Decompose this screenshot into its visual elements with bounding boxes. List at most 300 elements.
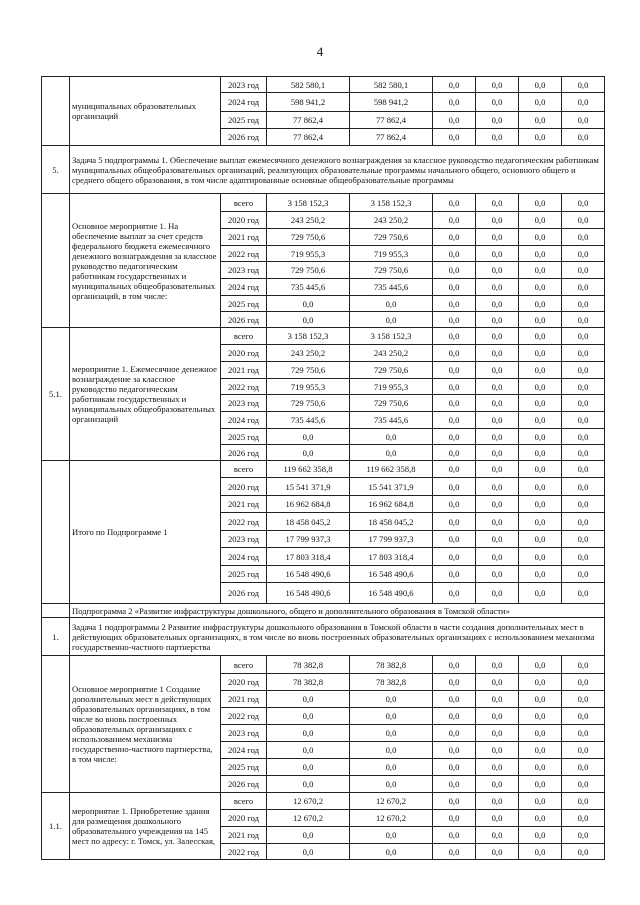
year-cell: 2025 год: [221, 566, 267, 583]
value-cell: 719 955,3: [350, 379, 433, 395]
row-number: [42, 194, 70, 328]
value-cell: 0,0: [519, 725, 562, 742]
value-cell: 0,0: [519, 194, 562, 212]
value-cell: 0,0: [519, 129, 562, 146]
year-cell: 2024 год: [221, 93, 267, 112]
value-cell: 0,0: [519, 212, 562, 229]
value-cell: 78 382,8: [350, 674, 433, 691]
value-cell: 719 955,3: [267, 246, 350, 262]
year-cell: 2023 год: [221, 531, 267, 548]
value-cell: 0,0: [350, 708, 433, 725]
year-cell: 2025 год: [221, 759, 267, 776]
value-cell: 0,0: [433, 412, 476, 429]
value-cell: 735 445,6: [267, 412, 350, 429]
value-cell: 0,0: [519, 827, 562, 844]
value-cell: 15 541 371,9: [350, 478, 433, 496]
value-cell: 243 250,2: [350, 345, 433, 362]
value-cell: 243 250,2: [267, 345, 350, 362]
value-cell: 0,0: [519, 461, 562, 478]
row-number: 5.1.: [42, 328, 70, 461]
value-cell: 0,0: [562, 212, 605, 229]
value-cell: 0,0: [519, 262, 562, 279]
value-cell: 0,0: [519, 445, 562, 461]
value-cell: 0,0: [562, 742, 605, 759]
page-number: 4: [316, 44, 324, 59]
value-cell: 0,0: [267, 691, 350, 708]
value-cell: 0,0: [267, 776, 350, 793]
table-row: [42, 461, 605, 478]
value-cell: 0,0: [433, 93, 476, 112]
value-cell: 0,0: [433, 296, 476, 312]
value-cell: 0,0: [519, 279, 562, 296]
row-label: Основное мероприятие 1 Создание дополнительных мест в действующих образовательных организациях, в том числе во вновь построенных образовательных организациях с использованием механизма государственно-частного партнерства, в том числе:: [70, 656, 221, 793]
value-cell: 0,0: [476, 129, 519, 146]
value-cell: 0,0: [433, 656, 476, 674]
value-cell: 119 662 358,8: [267, 461, 350, 478]
value-cell: 0,0: [562, 328, 605, 345]
value-cell: 16 962 684,8: [350, 496, 433, 513]
value-cell: 0,0: [562, 827, 605, 844]
row-label: мероприятие 1. Ежемесячное денежное вознаграждение за классное руководство педагогическим работникам государственных и муниципальных общеобразовательных организаций: [70, 328, 221, 461]
value-cell: 0,0: [562, 312, 605, 328]
value-cell: 0,0: [519, 776, 562, 793]
row-number: 5.: [42, 146, 70, 194]
value-cell: 0,0: [433, 478, 476, 496]
value-cell: 0,0: [519, 93, 562, 112]
row-number: [42, 461, 70, 604]
value-cell: 0,0: [562, 793, 605, 810]
value-cell: 3 158 152,3: [267, 328, 350, 345]
value-cell: 0,0: [433, 262, 476, 279]
value-cell: 0,0: [476, 478, 519, 496]
value-cell: 0,0: [476, 429, 519, 445]
value-cell: 0,0: [476, 412, 519, 429]
value-cell: 17 803 318,4: [267, 548, 350, 566]
value-cell: 0,0: [562, 262, 605, 279]
value-cell: 729 750,6: [350, 262, 433, 279]
value-cell: 0,0: [562, 461, 605, 478]
value-cell: 16 548 490,6: [267, 566, 350, 583]
value-cell: 0,0: [562, 725, 605, 742]
value-cell: 0,0: [476, 844, 519, 860]
value-cell: 0,0: [562, 362, 605, 379]
value-cell: 243 250,2: [350, 212, 433, 229]
value-cell: 0,0: [350, 844, 433, 860]
section-row: [42, 146, 605, 194]
value-cell: 3 158 152,3: [350, 194, 433, 212]
value-cell: 0,0: [350, 742, 433, 759]
value-cell: 0,0: [519, 691, 562, 708]
year-cell: 2024 год: [221, 412, 267, 429]
value-cell: 78 382,8: [267, 674, 350, 691]
table-row: [42, 656, 605, 674]
value-cell: 0,0: [562, 296, 605, 312]
value-cell: 0,0: [433, 776, 476, 793]
value-cell: 0,0: [562, 93, 605, 112]
value-cell: 0,0: [267, 827, 350, 844]
year-cell: 2022 год: [221, 246, 267, 262]
value-cell: 0,0: [433, 759, 476, 776]
value-cell: 0,0: [267, 445, 350, 461]
value-cell: 0,0: [476, 674, 519, 691]
value-cell: 0,0: [562, 345, 605, 362]
value-cell: 17 799 937,3: [350, 531, 433, 548]
value-cell: 77 862,4: [350, 129, 433, 146]
value-cell: 0,0: [267, 708, 350, 725]
value-cell: 0,0: [562, 496, 605, 513]
value-cell: 0,0: [476, 194, 519, 212]
table-row: [42, 194, 605, 212]
value-cell: 0,0: [562, 194, 605, 212]
value-cell: 0,0: [476, 229, 519, 246]
row-number: [42, 77, 70, 146]
value-cell: 0,0: [433, 513, 476, 531]
value-cell: 0,0: [562, 691, 605, 708]
value-cell: 0,0: [433, 810, 476, 827]
value-cell: 0,0: [562, 429, 605, 445]
value-cell: 0,0: [519, 429, 562, 445]
row-number: 1.1.: [42, 793, 70, 860]
row-label: мероприятие 1. Приобретение здания для размещения дошкольного образовательного учреждения на 145 мест по адресу: г. Томск, ул. Залесская,: [70, 793, 221, 860]
value-cell: 0,0: [519, 844, 562, 860]
value-cell: 0,0: [519, 708, 562, 725]
value-cell: 0,0: [562, 246, 605, 262]
year-cell: всего: [221, 656, 267, 674]
row-number: [42, 656, 70, 793]
value-cell: 719 955,3: [267, 379, 350, 395]
value-cell: 0,0: [476, 395, 519, 412]
value-cell: 0,0: [476, 793, 519, 810]
value-cell: 0,0: [267, 725, 350, 742]
year-cell: 2023 год: [221, 262, 267, 279]
value-cell: 598 941,2: [350, 93, 433, 112]
value-cell: 0,0: [433, 129, 476, 146]
value-cell: 0,0: [433, 583, 476, 604]
value-cell: 0,0: [476, 827, 519, 844]
value-cell: 0,0: [350, 296, 433, 312]
value-cell: 582 580,1: [350, 77, 433, 93]
value-cell: 0,0: [519, 496, 562, 513]
value-cell: 0,0: [267, 429, 350, 445]
year-cell: 2021 год: [221, 691, 267, 708]
value-cell: 0,0: [519, 478, 562, 496]
value-cell: 12 670,2: [267, 793, 350, 810]
value-cell: 3 158 152,3: [267, 194, 350, 212]
value-cell: 0,0: [267, 844, 350, 860]
row-label: Итого по Подпрограмме 1: [70, 461, 221, 604]
value-cell: 735 445,6: [350, 279, 433, 296]
year-cell: 2026 год: [221, 312, 267, 328]
table-body: [42, 77, 605, 860]
value-cell: 0,0: [433, 362, 476, 379]
value-cell: 0,0: [433, 691, 476, 708]
section-title: Задача 1 подпрограммы 2 Развитие инфраструктуры дошкольного образования в Томской области в части создания дополнительных мест в действующих образовательных организациях, в том числе во вновь построенных образовательных организациях с использованием механизма государственно-частного партнерства: [70, 618, 605, 656]
value-cell: 78 382,8: [267, 656, 350, 674]
value-cell: 0,0: [433, 548, 476, 566]
value-cell: 0,0: [562, 566, 605, 583]
year-cell: 2026 год: [221, 776, 267, 793]
value-cell: 0,0: [476, 461, 519, 478]
value-cell: 0,0: [476, 362, 519, 379]
value-cell: 0,0: [562, 513, 605, 531]
value-cell: 0,0: [519, 362, 562, 379]
value-cell: 0,0: [433, 566, 476, 583]
value-cell: 582 580,1: [267, 77, 350, 93]
value-cell: 0,0: [476, 112, 519, 129]
value-cell: 0,0: [433, 531, 476, 548]
value-cell: 0,0: [476, 708, 519, 725]
value-cell: 0,0: [519, 229, 562, 246]
value-cell: 0,0: [519, 112, 562, 129]
value-cell: 77 862,4: [267, 129, 350, 146]
value-cell: 0,0: [350, 445, 433, 461]
year-cell: 2020 год: [221, 810, 267, 827]
value-cell: 0,0: [519, 328, 562, 345]
value-cell: 78 382,8: [350, 656, 433, 674]
value-cell: 0,0: [476, 742, 519, 759]
value-cell: 0,0: [476, 246, 519, 262]
value-cell: 0,0: [433, 461, 476, 478]
value-cell: 729 750,6: [350, 395, 433, 412]
value-cell: 0,0: [267, 742, 350, 759]
value-cell: 0,0: [519, 583, 562, 604]
value-cell: 243 250,2: [267, 212, 350, 229]
value-cell: 729 750,6: [267, 362, 350, 379]
value-cell: 16 548 490,6: [267, 583, 350, 604]
value-cell: 0,0: [433, 312, 476, 328]
value-cell: 0,0: [519, 793, 562, 810]
year-cell: 2026 год: [221, 583, 267, 604]
value-cell: 12 670,2: [350, 810, 433, 827]
value-cell: 0,0: [562, 583, 605, 604]
value-cell: 0,0: [562, 412, 605, 429]
value-cell: 0,0: [433, 844, 476, 860]
value-cell: 16 548 490,6: [350, 566, 433, 583]
value-cell: 0,0: [519, 742, 562, 759]
value-cell: 0,0: [519, 566, 562, 583]
value-cell: 0,0: [350, 725, 433, 742]
value-cell: 3 158 152,3: [350, 328, 433, 345]
value-cell: 0,0: [350, 759, 433, 776]
value-cell: 0,0: [350, 691, 433, 708]
value-cell: 12 670,2: [267, 810, 350, 827]
budget-table: [41, 76, 605, 860]
value-cell: 0,0: [476, 379, 519, 395]
value-cell: 0,0: [476, 725, 519, 742]
value-cell: 0,0: [562, 77, 605, 93]
value-cell: 0,0: [519, 345, 562, 362]
year-cell: 2024 год: [221, 742, 267, 759]
value-cell: 0,0: [476, 531, 519, 548]
value-cell: 0,0: [433, 674, 476, 691]
value-cell: 0,0: [562, 229, 605, 246]
value-cell: 0,0: [562, 379, 605, 395]
value-cell: 0,0: [519, 246, 562, 262]
value-cell: 0,0: [562, 129, 605, 146]
value-cell: 0,0: [433, 496, 476, 513]
row-number: [42, 604, 70, 618]
value-cell: 0,0: [562, 445, 605, 461]
year-cell: 2025 год: [221, 296, 267, 312]
value-cell: 0,0: [519, 379, 562, 395]
year-cell: 2020 год: [221, 345, 267, 362]
value-cell: 0,0: [476, 93, 519, 112]
year-cell: всего: [221, 194, 267, 212]
year-cell: всего: [221, 461, 267, 478]
value-cell: 0,0: [519, 296, 562, 312]
year-cell: 2024 год: [221, 548, 267, 566]
value-cell: 0,0: [433, 379, 476, 395]
year-cell: 2025 год: [221, 112, 267, 129]
value-cell: 0,0: [476, 279, 519, 296]
section-row: [42, 618, 605, 656]
value-cell: 0,0: [350, 429, 433, 445]
year-cell: 2023 год: [221, 725, 267, 742]
year-cell: 2022 год: [221, 513, 267, 531]
value-cell: 0,0: [476, 77, 519, 93]
value-cell: 729 750,6: [267, 262, 350, 279]
value-cell: 0,0: [350, 312, 433, 328]
value-cell: 0,0: [476, 496, 519, 513]
section-title: Подпрограмма 2 «Развитие инфраструктуры дошкольного, общего и дополнительного образования в Томской области»: [70, 604, 605, 618]
year-cell: 2022 год: [221, 379, 267, 395]
section-title: Задача 5 подпрограммы 1. Обеспечение выплат ежемесячного денежного вознаграждения за классное руководство педагогическим работникам муниципальных общеобразовательных организаций, реализующих образовательные программы начального общего, основного общего и среднего общего образования, в том числе адаптированные основные общеобразовательные программы: [70, 146, 605, 194]
value-cell: 0,0: [519, 412, 562, 429]
year-cell: 2020 год: [221, 674, 267, 691]
value-cell: 729 750,6: [267, 229, 350, 246]
value-cell: 0,0: [476, 445, 519, 461]
value-cell: 0,0: [267, 312, 350, 328]
value-cell: 15 541 371,9: [267, 478, 350, 496]
value-cell: 0,0: [433, 279, 476, 296]
value-cell: 0,0: [476, 583, 519, 604]
value-cell: 0,0: [519, 513, 562, 531]
value-cell: 18 458 045,2: [350, 513, 433, 531]
year-cell: 2026 год: [221, 445, 267, 461]
value-cell: 0,0: [433, 742, 476, 759]
value-cell: 735 445,6: [350, 412, 433, 429]
value-cell: 0,0: [476, 513, 519, 531]
value-cell: 0,0: [519, 548, 562, 566]
year-cell: 2021 год: [221, 496, 267, 513]
value-cell: 0,0: [562, 531, 605, 548]
value-cell: 0,0: [433, 112, 476, 129]
value-cell: 729 750,6: [350, 362, 433, 379]
year-cell: 2023 год: [221, 395, 267, 412]
value-cell: 77 862,4: [350, 112, 433, 129]
value-cell: 729 750,6: [350, 229, 433, 246]
value-cell: 598 941,2: [267, 93, 350, 112]
value-cell: 0,0: [350, 776, 433, 793]
value-cell: 0,0: [519, 810, 562, 827]
value-cell: 0,0: [433, 708, 476, 725]
section-row: [42, 604, 605, 618]
value-cell: 0,0: [519, 759, 562, 776]
value-cell: 0,0: [433, 194, 476, 212]
value-cell: 0,0: [476, 312, 519, 328]
table-row: [42, 328, 605, 345]
value-cell: 0,0: [519, 395, 562, 412]
value-cell: 0,0: [476, 548, 519, 566]
value-cell: 0,0: [476, 212, 519, 229]
value-cell: 0,0: [562, 776, 605, 793]
value-cell: 0,0: [433, 77, 476, 93]
value-cell: 0,0: [519, 674, 562, 691]
year-cell: 2021 год: [221, 229, 267, 246]
value-cell: 0,0: [519, 531, 562, 548]
value-cell: 0,0: [476, 566, 519, 583]
value-cell: 0,0: [476, 345, 519, 362]
value-cell: 12 670,2: [350, 793, 433, 810]
value-cell: 16 962 684,8: [267, 496, 350, 513]
value-cell: 0,0: [562, 478, 605, 496]
year-cell: 2020 год: [221, 212, 267, 229]
value-cell: 0,0: [433, 827, 476, 844]
year-cell: 2024 год: [221, 279, 267, 296]
year-cell: всего: [221, 328, 267, 345]
value-cell: 0,0: [433, 212, 476, 229]
value-cell: 0,0: [562, 844, 605, 860]
year-cell: 2022 год: [221, 844, 267, 860]
value-cell: 0,0: [433, 445, 476, 461]
value-cell: 0,0: [433, 246, 476, 262]
value-cell: 0,0: [562, 708, 605, 725]
year-cell: 2025 год: [221, 429, 267, 445]
value-cell: 0,0: [433, 395, 476, 412]
value-cell: 729 750,6: [267, 395, 350, 412]
value-cell: 16 548 490,6: [350, 583, 433, 604]
value-cell: 0,0: [562, 548, 605, 566]
value-cell: 0,0: [433, 229, 476, 246]
value-cell: 0,0: [519, 312, 562, 328]
value-cell: 0,0: [476, 776, 519, 793]
value-cell: 0,0: [433, 793, 476, 810]
value-cell: 0,0: [562, 112, 605, 129]
value-cell: 17 803 318,4: [350, 548, 433, 566]
year-cell: 2021 год: [221, 827, 267, 844]
value-cell: 0,0: [476, 328, 519, 345]
value-cell: 119 662 358,8: [350, 461, 433, 478]
value-cell: 0,0: [433, 345, 476, 362]
value-cell: 0,0: [433, 429, 476, 445]
value-cell: 0,0: [562, 674, 605, 691]
value-cell: 719 955,3: [350, 246, 433, 262]
value-cell: 0,0: [562, 759, 605, 776]
year-cell: 2021 год: [221, 362, 267, 379]
row-number: 1.: [42, 618, 70, 656]
value-cell: 0,0: [433, 725, 476, 742]
value-cell: 0,0: [476, 810, 519, 827]
value-cell: 77 862,4: [267, 112, 350, 129]
value-cell: 0,0: [562, 279, 605, 296]
value-cell: 0,0: [476, 656, 519, 674]
value-cell: 0,0: [562, 810, 605, 827]
value-cell: 0,0: [267, 759, 350, 776]
row-label: муниципальных образовательных организаций: [70, 77, 221, 146]
value-cell: 18 458 045,2: [267, 513, 350, 531]
value-cell: 0,0: [519, 77, 562, 93]
value-cell: 0,0: [476, 691, 519, 708]
year-cell: 2020 год: [221, 478, 267, 496]
value-cell: 0,0: [267, 296, 350, 312]
row-label: Основное мероприятие 1. На обеспечение выплат за счет средств федерального бюджета ежемесячного денежного вознаграждения за классное руководство педагогическим работникам государственных и муниципальных общеобразовательных организаций, в том числе:: [70, 194, 221, 328]
value-cell: 735 445,6: [267, 279, 350, 296]
table-row: [42, 793, 605, 810]
table-row: [42, 77, 605, 93]
value-cell: 0,0: [476, 296, 519, 312]
value-cell: 0,0: [562, 395, 605, 412]
value-cell: 17 799 937,3: [267, 531, 350, 548]
